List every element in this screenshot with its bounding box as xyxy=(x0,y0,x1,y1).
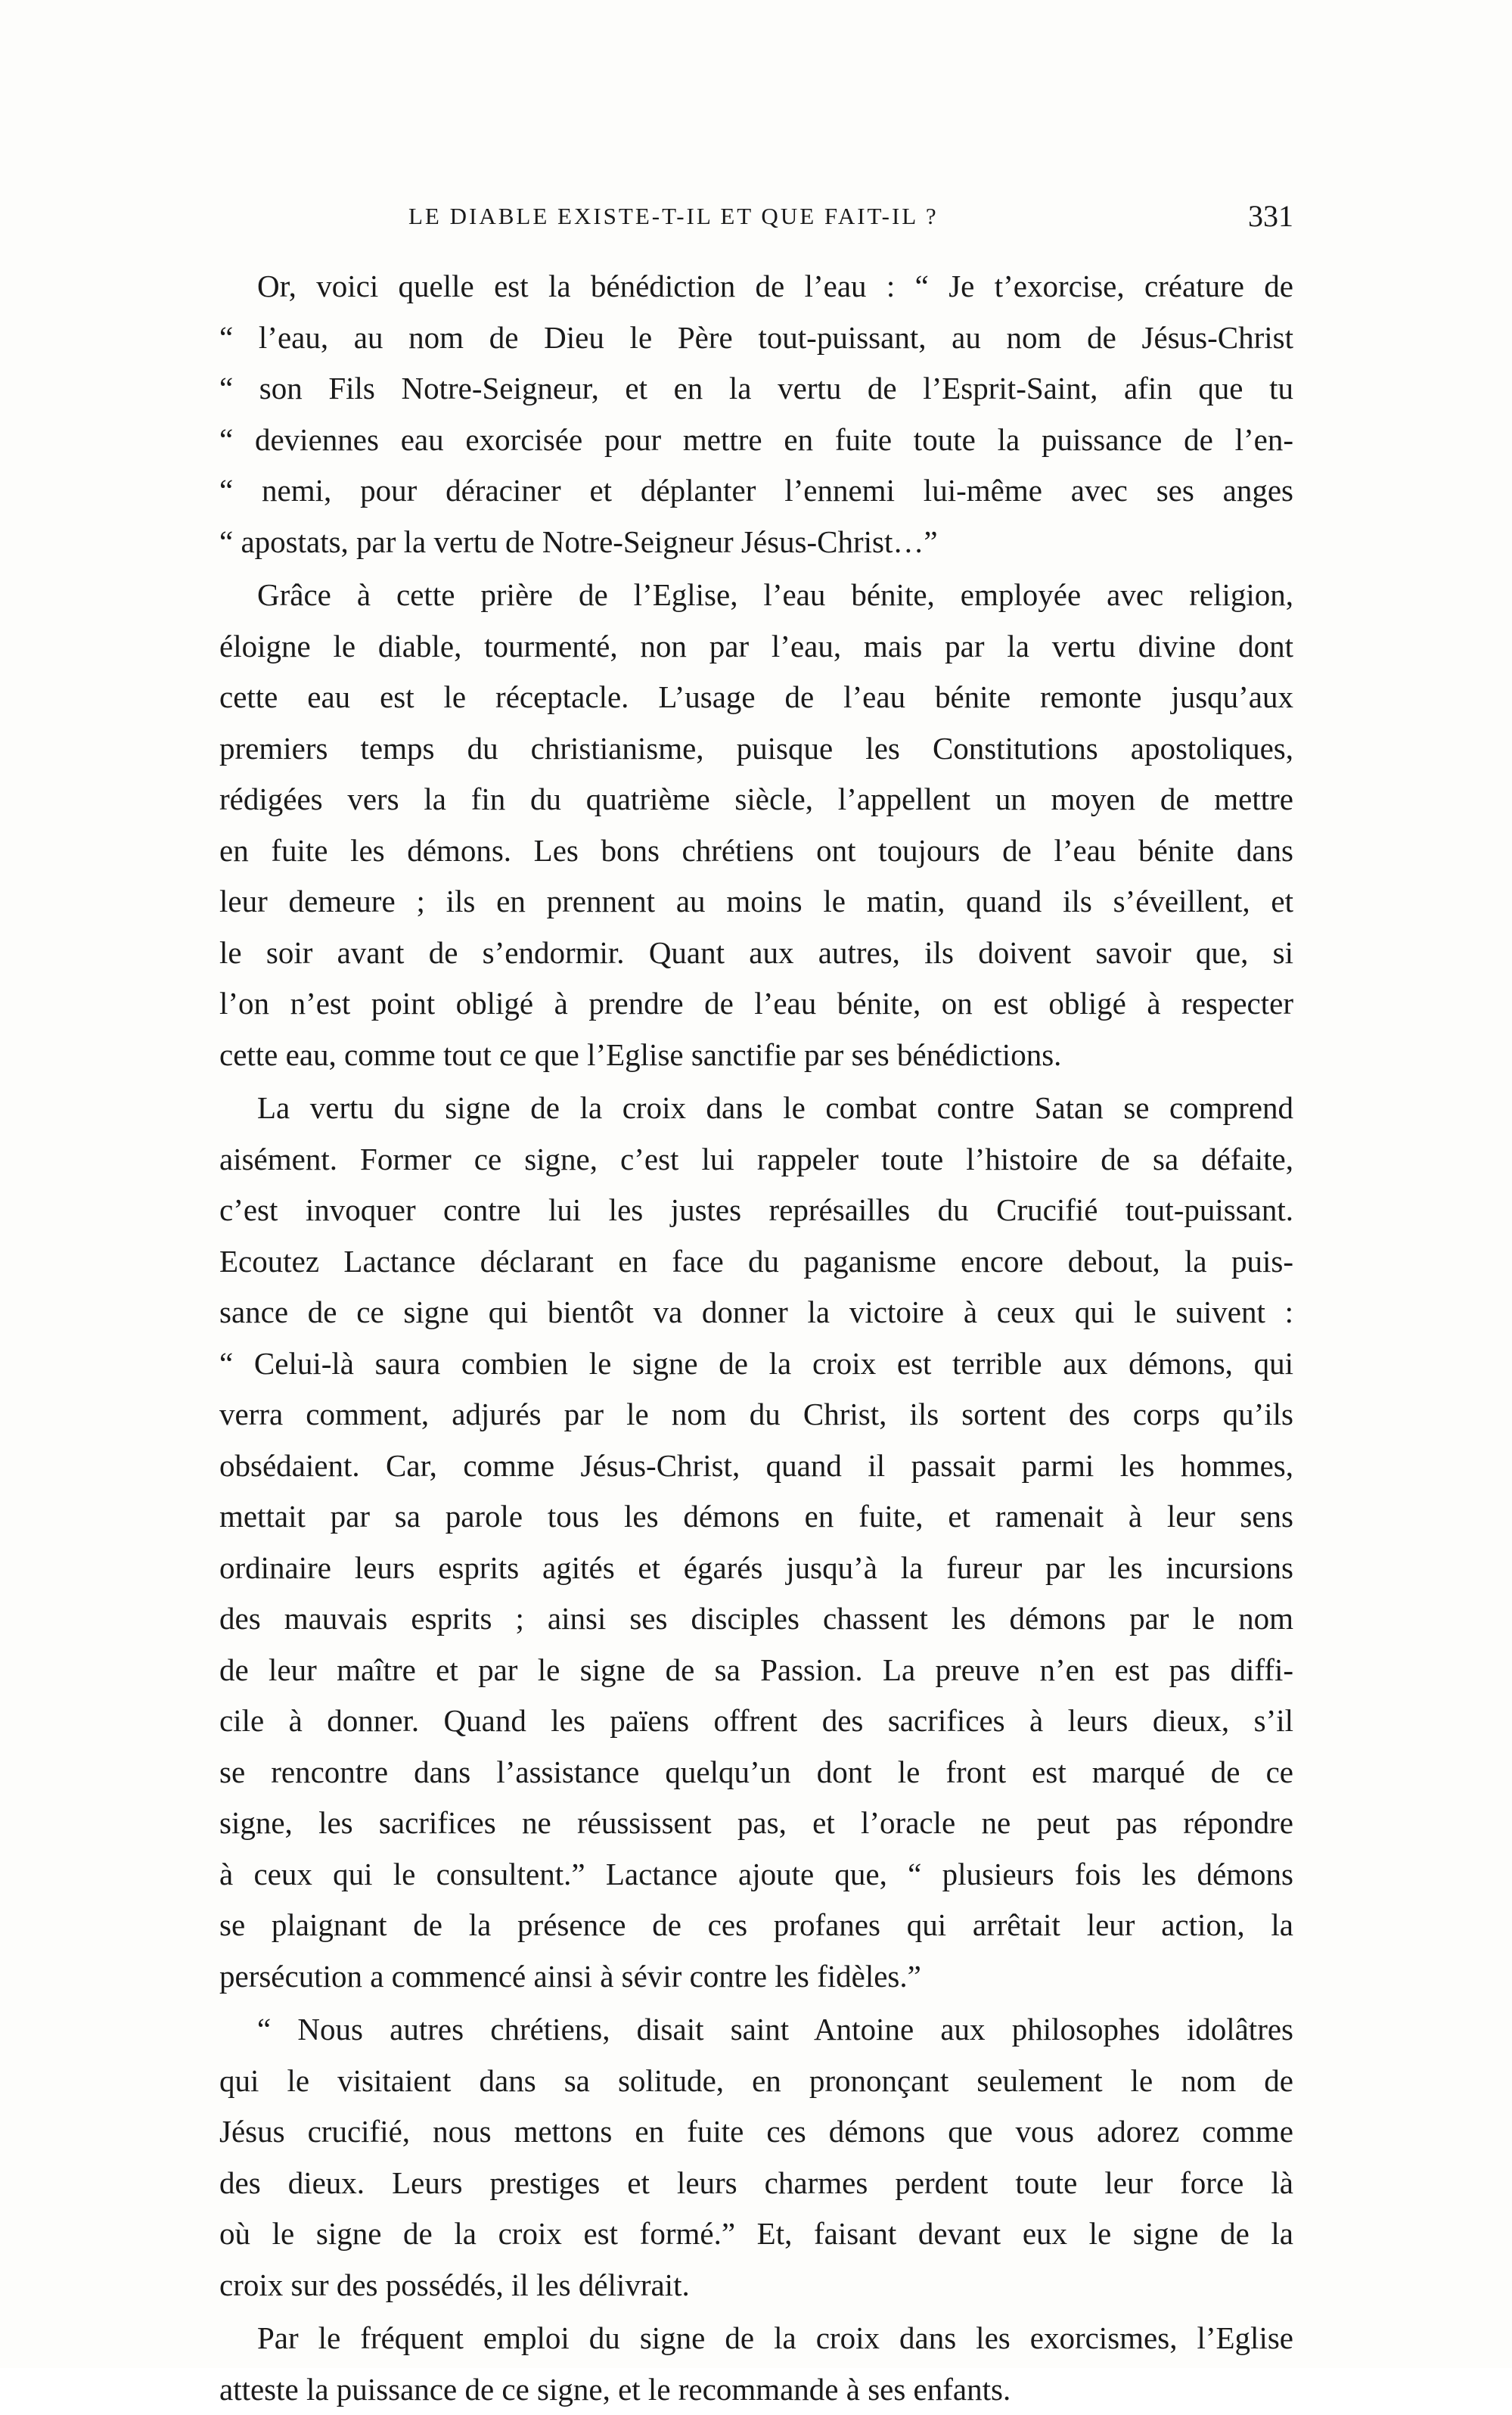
text-line: sance de ce signe qui bientôt va donner la victoire à ceux qui le suivent : xyxy=(219,1287,1293,1338)
paragraph-holy-water-blessing xyxy=(219,261,1293,567)
text-line: où le signe de la croix est formé.” Et, faisant devant eux le signe de la xyxy=(219,2208,1293,2260)
text-line: croix sur des possédés, il les délivrait. xyxy=(219,2260,1293,2311)
text-line: La vertu du signe de la croix dans le combat contre Satan se comprend xyxy=(219,1083,1293,1134)
running-head xyxy=(219,198,1293,244)
paragraph-saint-antoine xyxy=(219,2004,1293,2311)
text-line: “ son Fils Notre-Seigneur, et en la vertu de l’Esprit-Saint, afin que tu xyxy=(219,363,1293,415)
text-line: atteste la puissance de ce signe, et le recommande à ses enfants. xyxy=(219,2364,1293,2415)
paragraph-sign-of-cross xyxy=(219,1083,1293,2002)
text-line: des mauvais esprits ; ainsi ses disciples chassent les démons par le nom xyxy=(219,1593,1293,1645)
text-line: aisément. Former ce signe, c’est lui rappeler toute l’histoire de sa défaite, xyxy=(219,1134,1293,1186)
text-line: éloigne le diable, tourmenté, non par l’eau, mais par la vertu divine dont xyxy=(219,621,1293,673)
text-line: Par le fréquent emploi du signe de la croix dans les exorcismes, l’Eglise xyxy=(219,2313,1293,2364)
text-line: leur demeure ; ils en prennent au moins le matin, quand ils s’éveillent, et xyxy=(219,876,1293,928)
text-line: “ deviennes eau exorcisée pour mettre en fuite toute la puissance de l’en- xyxy=(219,415,1293,466)
text-line: ordinaire leurs esprits agités et égarés jusqu’à la fureur par les incursions xyxy=(219,1543,1293,1594)
text-line: persécution a commencé ainsi à sévir contre les fidèles.” xyxy=(219,1951,1293,2003)
text-line: en fuite les démons. Les bons chrétiens ont toujours de l’eau bénite dans xyxy=(219,825,1293,877)
text-line: rédigées vers la fin du quatrième siècle, l’appellent un moyen de mettre xyxy=(219,774,1293,825)
text-line: Jésus crucifié, nous mettons en fuite ces démons que vous adorez comme xyxy=(219,2106,1293,2158)
text-line: obsédaient. Car, comme Jésus-Christ, quand il passait parmi les hommes, xyxy=(219,1441,1293,1492)
text-line: cette eau est le réceptacle. L’usage de l’eau bénite remonte jusqu’aux xyxy=(219,672,1293,723)
body-text xyxy=(219,261,1293,2415)
text-line: “ apostats, par la vertu de Notre-Seigneur Jésus-Christ…” xyxy=(219,517,1293,568)
text-line: c’est invoquer contre lui les justes représailles du Crucifié tout-puissant. xyxy=(219,1185,1293,1236)
text-line: cile à donner. Quand les païens offrent des sacrifices à leurs dieux, s’il xyxy=(219,1695,1293,1747)
page-number: 331 xyxy=(1248,198,1293,234)
text-line: “ l’eau, au nom de Dieu le Père tout-puissant, au nom de Jésus-Christ xyxy=(219,312,1293,364)
text-line: l’on n’est point obligé à prendre de l’eau bénite, on est obligé à respecter xyxy=(219,978,1293,1030)
text-line: à ceux qui le consultent.” Lactance ajoute que, “ plusieurs fois les démons xyxy=(219,1849,1293,1901)
text-line: le soir avant de s’endormir. Quant aux autres, ils doivent savoir que, si xyxy=(219,928,1293,979)
text-line: qui le visitaient dans sa solitude, en prononçant seulement le nom de xyxy=(219,2056,1293,2107)
text-line: cette eau, comme tout ce que l’Eglise sanctifie par ses bénédictions. xyxy=(219,1030,1293,1081)
text-line: des dieux. Leurs prestiges et leurs charmes perdent toute leur force là xyxy=(219,2158,1293,2209)
paragraph-holy-water-usage xyxy=(219,570,1293,1080)
text-line: “ nemi, pour déraciner et déplanter l’ennemi lui-même avec ses anges xyxy=(219,465,1293,517)
paragraph-exorcisms xyxy=(219,2313,1293,2415)
text-line: verra comment, adjurés par le nom du Christ, ils sortent des corps qu’ils xyxy=(219,1389,1293,1441)
text-line: de leur maître et par le signe de sa Passion. La preuve n’en est pas diffi- xyxy=(219,1645,1293,1696)
text-line: Grâce à cette prière de l’Eglise, l’eau bénite, employée avec religion, xyxy=(219,570,1293,621)
text-line: Ecoutez Lactance déclarant en face du paganisme encore debout, la puis- xyxy=(219,1236,1293,1288)
text-line: premiers temps du christianisme, puisque les Constitutions apostoliques, xyxy=(219,723,1293,775)
text-line: “ Nous autres chrétiens, disait saint Antoine aux philosophes idolâtres xyxy=(219,2004,1293,2056)
text-line: “ Celui-là saura combien le signe de la croix est terrible aux démons, qui xyxy=(219,1338,1293,1390)
text-line: se rencontre dans l’assistance quelqu’un dont le front est marqué de ce xyxy=(219,1747,1293,1798)
text-line: mettait par sa parole tous les démons en fuite, et ramenait à leur sens xyxy=(219,1491,1293,1543)
text-line: signe, les sacrifices ne réussissent pas, et l’oracle ne peut pas répondre xyxy=(219,1798,1293,1849)
running-title: LE DIABLE EXISTE-T-IL ET QUE FAIT-IL ? xyxy=(408,203,939,230)
text-line: Or, voici quelle est la bénédiction de l’eau : “ Je t’exorcise, créature de xyxy=(219,261,1293,312)
text-line: se plaignant de la présence de ces profanes qui arrêtait leur action, la xyxy=(219,1900,1293,1951)
